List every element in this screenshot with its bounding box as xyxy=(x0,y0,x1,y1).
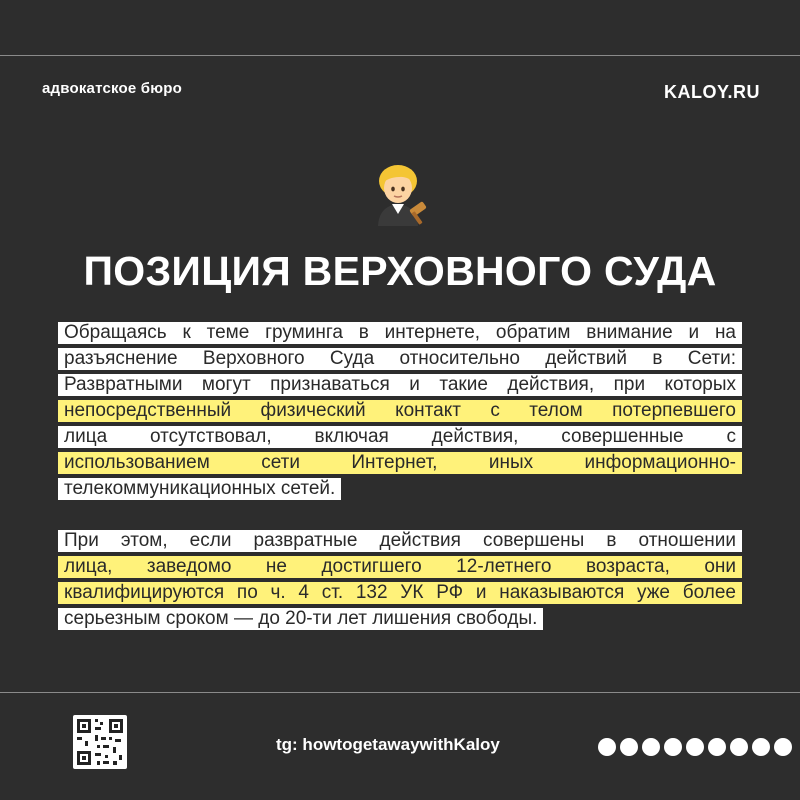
qr-code-icon xyxy=(73,715,127,769)
page-dot xyxy=(620,738,638,756)
page-dot xyxy=(598,738,616,756)
paragraph-2 xyxy=(58,530,742,639)
text-line: лица отсутствовал, включая действия, совершенные с xyxy=(58,426,742,448)
text-line: разъяснение Верховного Суда относительно действий в Сети: xyxy=(58,348,742,370)
page-title: ПОЗИЦИЯ ВЕРХОВНОГО СУДА xyxy=(83,248,717,294)
page-dot xyxy=(686,738,704,756)
text-line-highlighted: использованием сети Интернет, иных информационно- xyxy=(58,452,742,474)
page-dot xyxy=(708,738,726,756)
page-dot xyxy=(664,738,682,756)
text-line-highlighted: непосредственный физический контакт с телом потерпевшего xyxy=(58,400,742,422)
page-dot xyxy=(642,738,660,756)
text-line-highlighted: квалифицируются по ч. 4 ст. 132 УК РФ и наказываются уже более xyxy=(58,582,742,604)
judge-emoji-icon xyxy=(372,162,432,228)
top-divider xyxy=(0,55,800,56)
brand-subtitle: адвокатское бюро xyxy=(42,80,182,97)
text-line: серьезным сроком — до 20-ти лет лишения свободы. xyxy=(58,608,543,630)
bottom-divider xyxy=(0,692,800,693)
page-dot xyxy=(774,738,792,756)
text-line: телекоммуникационных сетей. xyxy=(58,478,341,500)
text-line: При этом, если развратные действия совершены в отношении xyxy=(58,530,742,552)
page-dot xyxy=(730,738,748,756)
page-dot xyxy=(752,738,770,756)
text-line: Обращаясь к теме груминга в интернете, обратим внимание и на xyxy=(58,322,742,344)
paragraph-1 xyxy=(58,322,742,509)
site-link[interactable]: KALOY.RU xyxy=(663,82,760,102)
page-indicator xyxy=(598,738,792,756)
text-line-highlighted: лица, заведомо не достигшего 12-летнего возраста, они xyxy=(58,556,742,578)
telegram-handle[interactable]: tg: howtogetawaywithKaloy xyxy=(276,735,500,754)
text-line: Развратными могут признаваться и такие действия, при которых xyxy=(58,374,742,396)
